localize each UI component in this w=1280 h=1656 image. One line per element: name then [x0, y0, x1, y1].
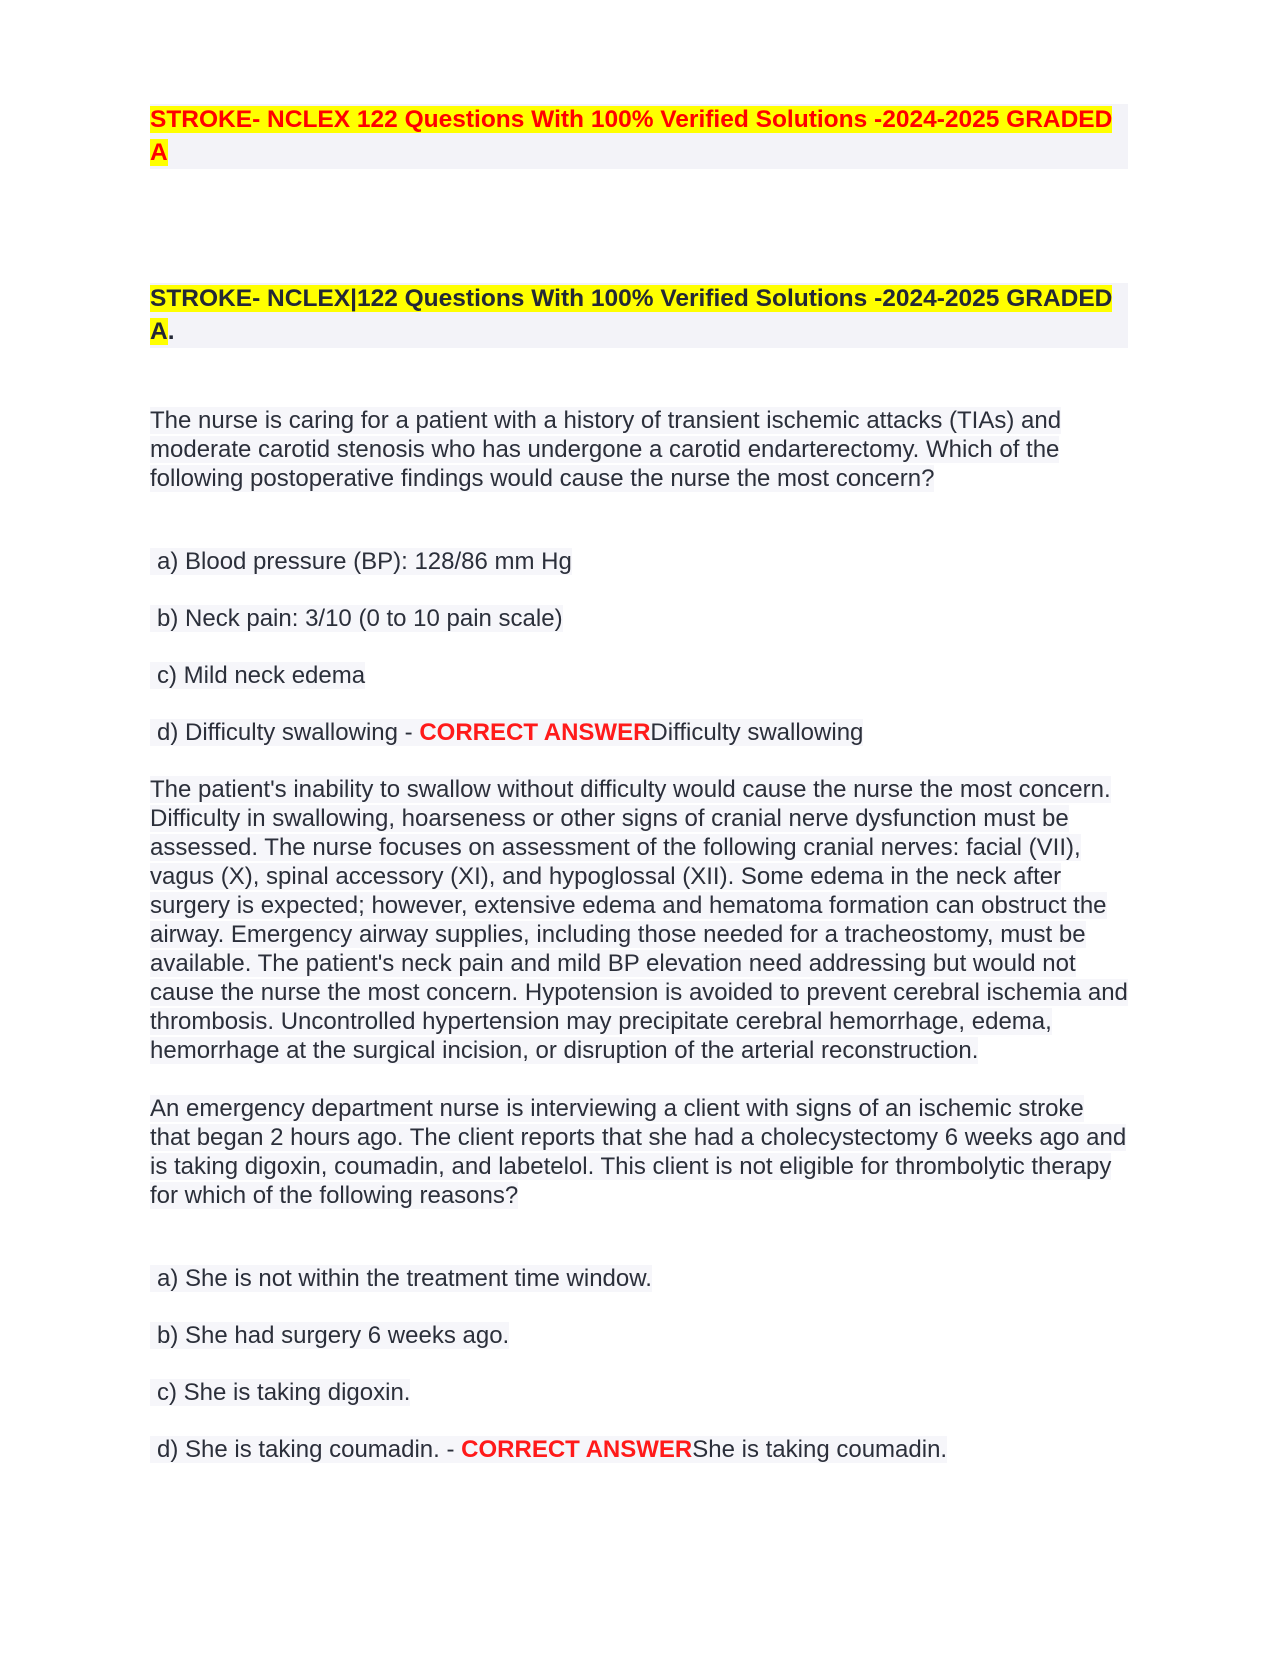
question-1-option-d	[150, 718, 1128, 747]
question-1-option-c	[150, 661, 1128, 690]
option-text: b) Neck pain: 3/10 (0 to 10 pain scale)	[150, 605, 563, 632]
correct-answer-label: CORRECT ANSWER	[419, 719, 651, 746]
question-1-options	[150, 547, 1128, 747]
option-text: a) She is not within the treatment time window.	[150, 1265, 652, 1292]
correct-answer-text: She is taking coumadin.	[692, 1436, 948, 1463]
subtitle-period: .	[167, 317, 175, 345]
question-2-option-a	[150, 1264, 1128, 1293]
question-1-stem	[150, 406, 1128, 493]
correct-answer-text: Difficulty swallowing	[650, 719, 864, 746]
question-2-options	[150, 1264, 1128, 1464]
correct-answer-label: CORRECT ANSWER	[461, 1436, 693, 1463]
option-text: d) She is taking coumadin. -	[150, 1436, 461, 1463]
option-text: b) She had surgery 6 weeks ago.	[150, 1322, 509, 1349]
option-text: c) Mild neck edema	[150, 662, 365, 689]
document-page	[150, 104, 1128, 1492]
question-1-stem-text: The nurse is caring for a patient with a history of transient ischemic attacks (TIAs) and moderate carotid stenosis who has undergone a carotid endarterectomy. Which of the following postoperative findings would cause the nurse the most concern?	[150, 407, 1062, 492]
question-2-option-b	[150, 1321, 1128, 1350]
question-2-stem-text: An emergency department nurse is interviewing a client with signs of an ischemic stroke that began 2 hours ago. The client reports that she had a cholecystectomy 6 weeks ago and is taking digoxin, coumadin, and labetelol. This client is not eligible for thrombolytic therapy for which of the following reasons?	[150, 1095, 1127, 1209]
question-1-option-a	[150, 547, 1128, 576]
document-subtitle	[150, 283, 1128, 348]
option-text: c) She is taking digoxin.	[150, 1379, 410, 1406]
document-title-text: STROKE- NCLEX 122 Questions With 100% Verified Solutions -2024-2025 GRADED A	[150, 106, 1113, 166]
option-text: a) Blood pressure (BP): 128/86 mm Hg	[150, 548, 572, 575]
document-subtitle-text: STROKE- NCLEX|122 Questions With 100% Verified Solutions -2024-2025 GRADED A	[150, 285, 1113, 345]
question-2-stem	[150, 1094, 1128, 1210]
question-1-option-b	[150, 604, 1128, 633]
question-2-option-c	[150, 1378, 1128, 1407]
question-1-rationale	[150, 775, 1128, 1065]
document-title	[150, 104, 1128, 169]
question-1-rationale-text: The patient's inability to swallow without difficulty would cause the nurse the most concern. Difficulty in swallowing, hoarseness or other signs of cranial nerve dysfunction must be assessed. The nurse focuses on assessment of the following cranial nerves: facial (VII), vagus (X), spinal accessory (XI), and hypoglossal (XII). Some edema in the neck after surgery is expected; however, extensive edema and hematoma formation can obstruct the airway. Emergency airway supplies, including those needed for a tracheostomy, must be available. The patient's neck pain and mild BP elevation need addressing but would not cause the nurse the most concern. Hypotension is avoided to prevent cerebral ischemia and thrombosis. Uncontrolled hypertension may precipitate cerebral hemorrhage, edema, hemorrhage at the surgical incision, or disruption of the arterial reconstruction.	[150, 776, 1128, 1064]
question-2-option-d	[150, 1435, 1128, 1464]
option-text: d) Difficulty swallowing -	[150, 719, 419, 746]
